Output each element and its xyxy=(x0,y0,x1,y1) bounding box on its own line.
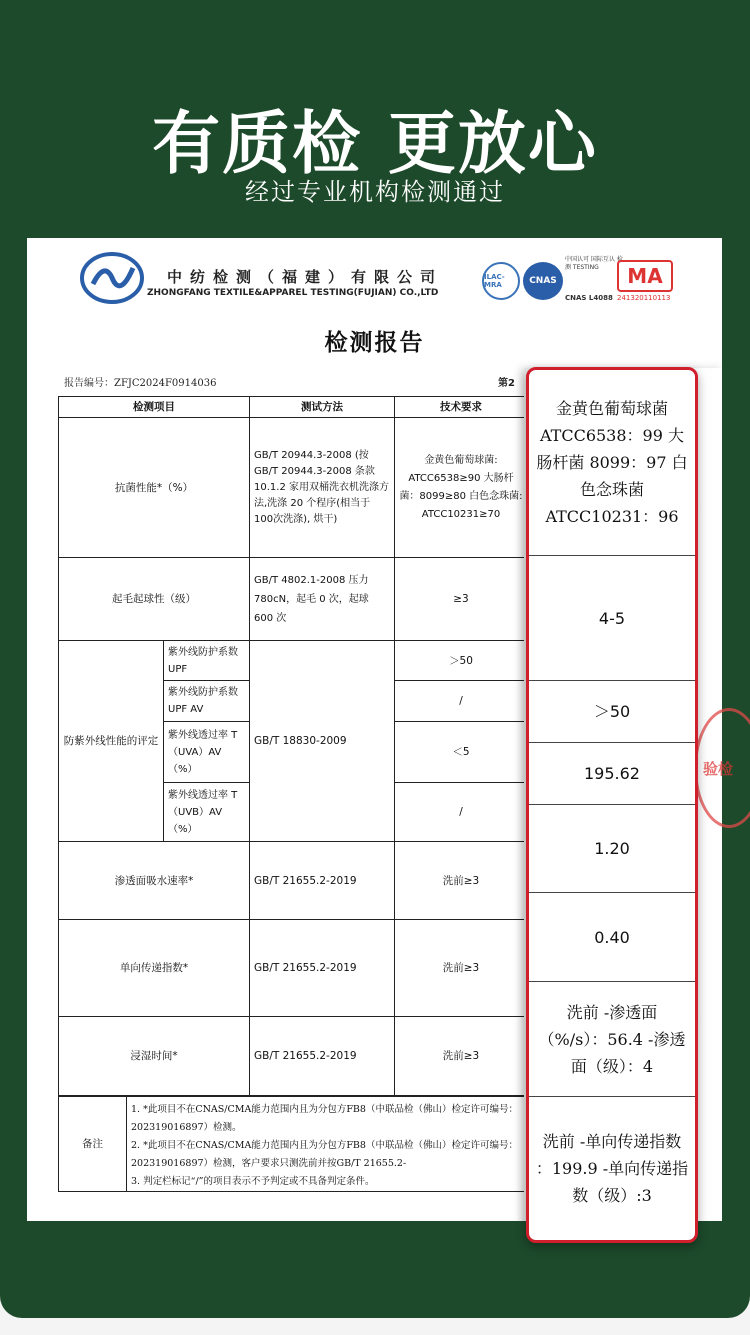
header-requirement: 技术要求 xyxy=(394,396,528,418)
row-uv-sub-upf: 紫外线防护系数 UPF xyxy=(163,640,250,681)
row-oneway-item: 单向传递指数* xyxy=(58,919,250,1017)
cnas-badge: CNAS xyxy=(523,262,563,300)
notes-content xyxy=(126,1096,528,1192)
result-antibac: 金黄色葡萄球菌 ATCC6538：99 大肠杆菌 8099：97 白色念珠菌 ATCC10231：96 xyxy=(529,370,695,556)
company-name-en: ZHONGFANG TEXTILE&APPAREL TESTING(FUJIAN) CO.,LTD xyxy=(147,288,439,298)
result-oneway: 洗前 -单向传递指数 ：199.9 -单向传递指数（级）:3 xyxy=(535,1132,689,1205)
notes-label: 备注 xyxy=(58,1096,127,1192)
row-antibac-requirement: 金黄色葡萄球菌: ATCC6538≥90 大肠杆菌：8099≥80 白色念珠菌: ATCC10231≥70 xyxy=(394,417,528,558)
row-uv-req-upf: ＞50 xyxy=(394,640,528,681)
row-wet-item: 浸湿时间* xyxy=(58,1016,250,1096)
note-1: 1. *此项目不在CNAS/CMA能力范围内且为分包方FB8（中联品检（佛山）检定许可编号：202319016897）检测。 xyxy=(131,1104,518,1133)
row-pilling-method: GB/T 4802.1-2008 压力 780cN，起毛 0 次，起球 600 次 xyxy=(249,557,395,641)
result-wick: 洗前 -渗透面（%/s）：56.4 -渗透面（级）：4 xyxy=(529,982,695,1097)
result-upf-av: 195.62 xyxy=(529,743,695,805)
company-logo-icon xyxy=(79,250,145,306)
row-uv-req-uva: ＜5 xyxy=(394,721,528,783)
report-table xyxy=(58,396,528,1098)
row-uv-item: 防紫外线性能的评定 xyxy=(58,640,164,842)
company-name-cn: 中纺检测（福建）有限公司 xyxy=(167,268,444,286)
note-3: 3. 判定栏标记“/”的项目表示不予判定或不具备判定条件。 xyxy=(131,1176,375,1187)
result-upf: ＞50 xyxy=(529,681,695,743)
inspection-stamp: 验检 xyxy=(694,708,750,828)
row-wick-item: 渗透面吸水速率* xyxy=(58,841,250,920)
report-title: 检测报告 xyxy=(324,330,425,356)
row-uv-req-uvb: / xyxy=(394,782,528,842)
row-wet-method: GB/T 21655.2-2019 xyxy=(249,1016,395,1096)
row-uv-sub-uvb: 紫外线透过率 T（UVB）AV（%） xyxy=(163,782,250,842)
row-wick-requirement: 洗前≥3 xyxy=(394,841,528,920)
result-uva: 1.20 xyxy=(529,805,695,893)
cnas-caption: 中国认可 国际互认 检测 TESTING xyxy=(565,256,623,271)
row-uv-sub-uva: 紫外线透过率 T（UVA）AV（%） xyxy=(163,721,250,783)
row-wet-requirement: 洗前≥3 xyxy=(394,1016,528,1096)
cma-id: 241320110113 xyxy=(617,294,671,302)
header-item: 检测项目 xyxy=(58,396,250,418)
result-pilling: 4-5 xyxy=(529,556,695,681)
row-antibac-item: 抗菌性能*（%） xyxy=(58,417,250,558)
ilac-mra-badge: ILAC-MRA xyxy=(482,262,520,300)
row-oneway-method: GB/T 21655.2-2019 xyxy=(249,919,395,1017)
header-method: 测试方法 xyxy=(249,396,395,418)
row-pilling-requirement: ≥3 xyxy=(394,557,528,641)
cma-mark: MA xyxy=(617,260,673,292)
row-uv-req-upf-av: / xyxy=(394,680,528,722)
result-uvb: 0.40 xyxy=(529,893,695,982)
row-oneway-requirement: 洗前≥3 xyxy=(394,919,528,1017)
results-callout xyxy=(526,367,698,1243)
row-pilling-item: 起毛起球性（级） xyxy=(58,557,250,641)
row-uv-method: GB/T 18830-2009 xyxy=(249,640,395,842)
note-2: 2. *此项目不在CNAS/CMA能力范围内且为分包方FB8（中联品检（佛山）检定许可编号：202319016897）检测，客户要求只测洗前并按GB/T 21655.2- xyxy=(131,1140,518,1169)
cnas-id: CNAS L4088 xyxy=(565,294,613,302)
hero-subtitle: 经过专业机构检测通过 xyxy=(245,178,505,206)
report-page: 第2 xyxy=(498,378,515,389)
report-number: 报告编号：ZFJC2024F0914036 xyxy=(64,378,217,389)
hero-title: 有质检 更放心 xyxy=(152,105,598,184)
row-uv-sub-upf-av: 紫外线防护系数 UPF AV xyxy=(163,680,250,722)
row-wick-method: GB/T 21655.2-2019 xyxy=(249,841,395,920)
row-antibac-method: GB/T 20944.3-2008 (按 GB/T 20944.3-2008 条款 10.1.2 家用双桶洗衣机洗涤方法,洗涤 20 个程序(相当于 100次洗涤), 烘干) xyxy=(249,417,395,558)
